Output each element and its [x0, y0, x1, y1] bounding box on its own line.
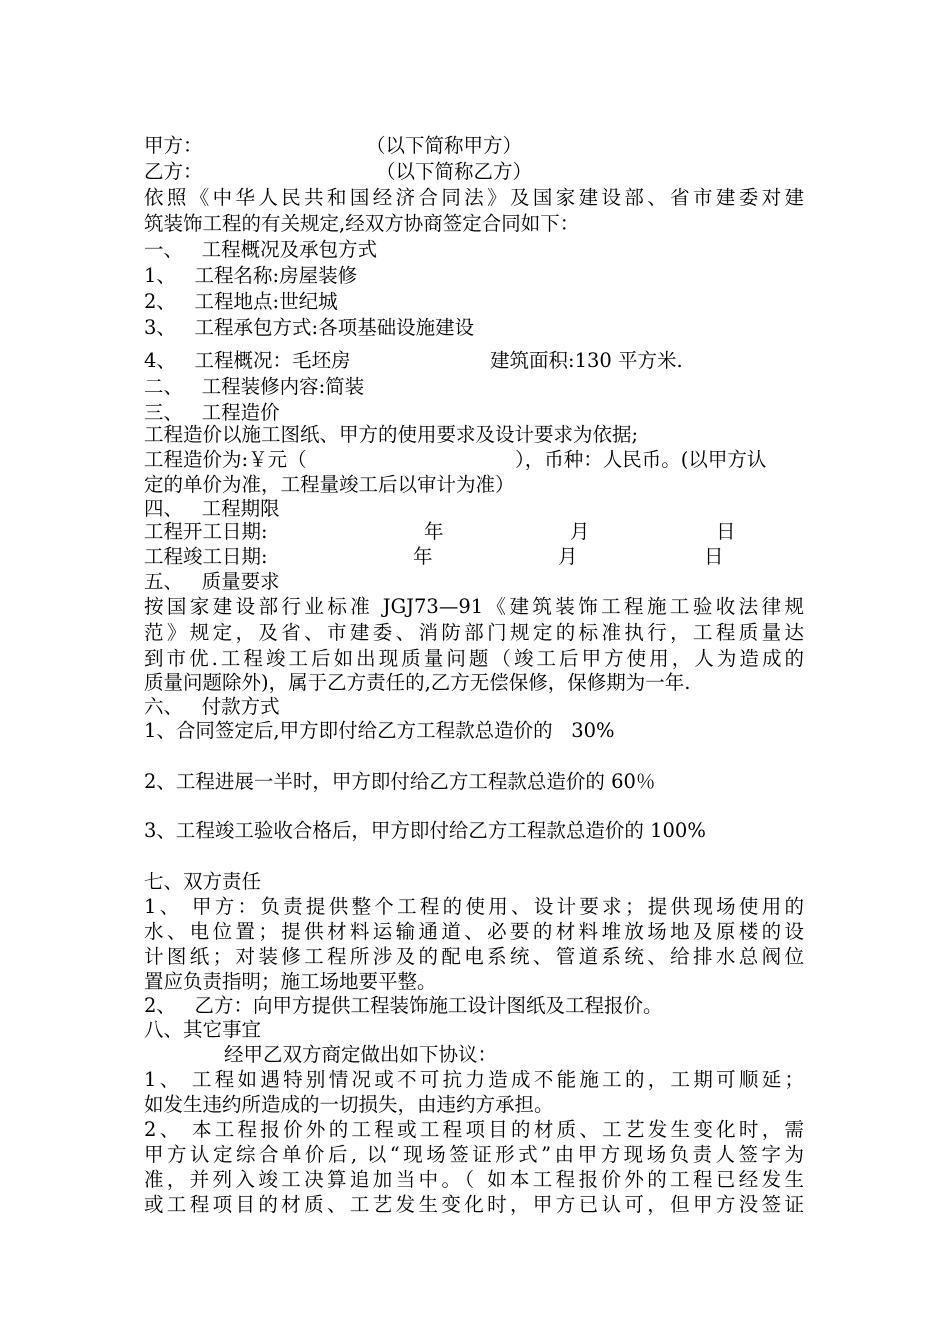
start-year: 年 [424, 520, 444, 543]
section-6-heading: 六、 付款方式 [144, 695, 280, 718]
section-2-heading: 二、 工程装修内容:简装 [144, 375, 365, 398]
s1-item-2: 2、 工程地点:世纪城 [144, 290, 338, 313]
start-month: 月 [570, 520, 590, 543]
end-year: 年 [413, 545, 433, 568]
s8-line-3: 2、 本工程报价外的工程或工程项目的材质、工艺发生变化时，需 [144, 1118, 804, 1141]
start-day: 日 [716, 520, 736, 543]
section-8-heading: 八、其它事宜 [144, 1018, 262, 1041]
party-b-label: 乙方： [144, 160, 203, 183]
s1-item-3: 3、 工程承包方式:各项基础设施建设 [144, 316, 475, 339]
s8-line-2: 如发生违约所造成的一切损失，由违约方承担。 [144, 1093, 554, 1116]
end-date-label: 工程竣工日期: [144, 545, 268, 568]
intro-line-2: 筑装饰工程的有关规定,经双方协商签定合同如下： [144, 212, 580, 235]
s7-a-line-1: 1、 甲方：负责提供整个工程的使用、设计要求；提供现场使用的 [144, 895, 804, 918]
s3-line-2b: ），币种：人民币。(以甲方认 [515, 448, 767, 471]
end-month: 月 [558, 545, 578, 568]
s8-line-6: 或工程项目的材质、工艺发生变化时，甲方已认可，但甲方没签证 [144, 1193, 804, 1216]
s8-intro: 经甲乙双方商定做出如下协议： [224, 1043, 498, 1066]
s5-line-2: 范》规定，及省、市建委、消防部门规定的标准执行，工程质量达 [144, 621, 804, 644]
s1-item-1: 1、 工程名称:房屋装修 [144, 264, 358, 287]
s3-line-3: 定的单价为准，工程量竣工后以审计为准） [144, 473, 515, 496]
section-5-heading: 五、 质量要求 [144, 570, 280, 593]
section-1-heading: 一、 工程概况及承包方式 [144, 238, 378, 261]
intro-line-1: 依照《中华人民共和国经济合同法》及国家建设部、省市建委对建 [144, 186, 804, 209]
s5-line-3: 到市优.工程竣工后如出现质量问题（竣工后甲方使用，人为造成的 [144, 647, 804, 670]
end-day: 日 [704, 545, 724, 568]
section-7-heading: 七、双方责任 [144, 870, 262, 893]
s8-line-4: 甲方认定综合单价后, 以“现场签证形式”由甲方现场负责人签字为 [144, 1143, 804, 1166]
s7-a-line-2: 水、电位置；提供材料运输通道、必要的材料堆放场地及原楼的设 [144, 920, 804, 943]
payment-3: 3、工程竣工验收合格后，甲方即付给乙方工程款总造价的 100% [144, 819, 706, 842]
s1-floor-area: 建筑面积:130 平方米. [490, 349, 683, 372]
s1-item-4: 4、 工程概况：毛坯房 [144, 349, 351, 372]
party-b-note: （以下简称乙方） [376, 160, 533, 183]
s7-a-line-4: 置应负责指明；施工场地要平整。 [144, 970, 437, 993]
s7-b-line: 2、 乙方：向甲方提供工程装饰施工设计图纸及工程报价。 [144, 994, 663, 1017]
payment-1: 1、合同签定后,甲方即付给乙方工程款总造价的 30% [144, 719, 615, 742]
start-date-label: 工程开工日期: [144, 520, 268, 543]
s3-line-1: 工程造价以施工图纸、甲方的使用要求及设计要求为依据; [144, 423, 639, 446]
section-3-heading: 三、 工程造价 [144, 401, 280, 424]
s5-line-1: 按国家建设部行业标准 JGJ73—91《建筑装饰工程施工验收法律规 [144, 595, 804, 618]
party-a-note: （以下简称甲方） [366, 134, 523, 157]
s3-line-2a: 工程造价为:￥元（ [144, 448, 307, 471]
payment-2: 2、工程进展一半时，甲方即付给乙方工程款总造价的 60％ [144, 770, 656, 793]
section-4-heading: 四、 工程期限 [144, 497, 280, 520]
s8-line-1: 1、 工程如遇特别情况或不可抗力造成不能施工的，工期可顺延； [144, 1068, 804, 1091]
s8-line-5: 准，并列入竣工决算追加当中。（ 如本工程报价外的工程已经发生 [144, 1168, 804, 1191]
party-a-label: 甲方： [144, 134, 203, 157]
s7-a-line-3: 计图纸；对装修工程所涉及的配电系统、管道系统、给排水总阀位 [144, 945, 804, 968]
s5-line-4: 质量问题除外)，属于乙方责任的,乙方无偿保修，保修期为一年. [144, 671, 691, 694]
